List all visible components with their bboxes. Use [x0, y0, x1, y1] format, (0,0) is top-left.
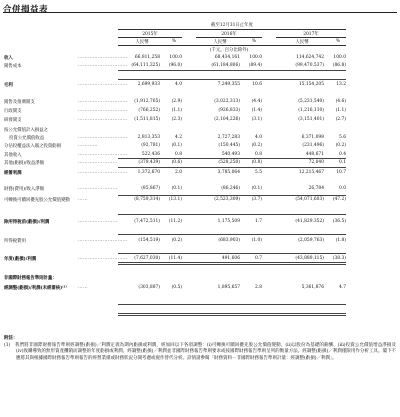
amount-cell: 2,813,353 — [137, 135, 160, 140]
amount-cell: (99,470,537) — [295, 63, 324, 68]
total-double-rule — [118, 313, 346, 316]
percent-cell: 2.0 — [175, 170, 182, 175]
subtotal-rule — [118, 158, 346, 159]
table-row — [0, 143, 400, 150]
percent-cell: 0.8 — [255, 152, 262, 157]
header-underline — [118, 45, 346, 46]
leader-dots: ………… — [78, 143, 98, 148]
row-label: 可轉換可贖回優先股公允價值變動 — [4, 198, 70, 203]
amount-cell: (54,071,603) — [295, 197, 324, 202]
row-label: 銷售成本 — [4, 64, 22, 69]
row-label: 行政開支 — [4, 109, 22, 114]
percent-cell: (0.2) — [251, 143, 262, 148]
percent-cell: 100.0 — [333, 55, 346, 60]
leader-dots: ………………………… — [78, 135, 128, 140]
percent-cell: 10.6 — [252, 82, 262, 87]
amount-cell: (150,445) — [218, 143, 240, 148]
amount-cell: (92,781) — [141, 143, 160, 148]
table-row — [0, 238, 400, 245]
percent-cell: (36.5) — [332, 219, 346, 224]
table-row — [0, 160, 400, 167]
year-header-2015: 2015年 — [142, 32, 158, 37]
amount-cell: (2,104,226) — [214, 117, 240, 122]
percent-cell: (0.1) — [171, 186, 182, 191]
row-label: 按公允價值計入損益之 — [4, 128, 48, 133]
table-row — [0, 275, 400, 282]
amount-cell: 12,215,467 — [298, 170, 324, 175]
percent-cell: (3.7) — [251, 197, 262, 202]
percent-cell: (0.2) — [335, 143, 346, 148]
percent-cell: 4.2 — [175, 135, 182, 140]
amount-cell: (766,252) — [138, 108, 160, 113]
subtotal-rule — [118, 195, 346, 196]
amount-cell: (2,523,309) — [214, 197, 240, 202]
table-row — [0, 197, 400, 204]
leader-dots: …… — [78, 285, 88, 290]
amount-cell: 72,040 — [308, 160, 324, 165]
amount-cell: 522,436 — [141, 152, 160, 157]
percent-cell: 13.2 — [336, 82, 346, 87]
percent-cell: 5.6 — [339, 135, 346, 140]
row-label: 所得稅費用 — [4, 239, 26, 244]
table-row — [0, 127, 400, 134]
percent-cell: (2.3) — [171, 117, 182, 122]
subtotal-rule — [118, 214, 346, 215]
footnotes — [4, 336, 396, 362]
table-row — [0, 135, 400, 142]
amount-cell: (41,829,352) — [295, 219, 324, 224]
row-label: 投資公允價值收益 — [9, 136, 45, 141]
amount-cell: 66,811,258 — [134, 55, 160, 60]
amount-cell: (303,887) — [138, 285, 160, 290]
leader-dots: ………………………… — [78, 99, 128, 104]
year-underline-2015 — [118, 37, 182, 38]
subtotal-rule — [118, 70, 346, 71]
percent-cell: (0.2) — [171, 238, 182, 243]
percent-cell: (86.8) — [332, 63, 346, 68]
percent-cell: (11.4) — [168, 256, 182, 261]
amount-cell: 26,784 — [308, 186, 324, 191]
amount-cell: 2,699,933 — [137, 82, 160, 87]
row-label: 除所得稅前(虧損)/利潤 — [4, 220, 50, 225]
percent-cell: (2.7) — [335, 117, 346, 122]
subtotal-rule — [118, 234, 346, 235]
subtotal-rule — [118, 79, 346, 80]
amount-cell: (43,889,115) — [295, 256, 324, 261]
percent-cell: (11.2) — [168, 219, 182, 224]
leader-dots: ………………………… — [78, 55, 128, 60]
amount-cell: (3,151,401) — [298, 117, 324, 122]
amount-cell: (154,519) — [138, 238, 160, 243]
percent-cell: (96.0) — [168, 63, 182, 68]
amount-cell: 2,727,283 — [217, 135, 240, 140]
amount-cell: (7,472,511) — [134, 219, 160, 224]
percent-cell: (1.0) — [251, 238, 262, 243]
percent-cell: 100.0 — [169, 55, 182, 60]
table-row — [0, 285, 400, 292]
amount-cell: 3,785,064 — [217, 170, 240, 175]
amount-cell: 491,606 — [221, 256, 240, 261]
percent-cell: 0.4 — [339, 152, 346, 157]
amount-cell: (3,022,313) — [214, 99, 240, 104]
amount-cell: 7,249,355 — [217, 82, 240, 87]
amount-cell: (683,903) — [218, 238, 240, 243]
table-row — [0, 186, 400, 193]
year-header-2017: 2017年 — [303, 32, 319, 37]
amount-cell: (1,511,815) — [134, 117, 160, 122]
row-label: 其他(虧損)/收益淨額 — [4, 161, 45, 166]
subtotal-rule — [118, 253, 346, 254]
percent-cell: (47.2) — [332, 197, 346, 202]
period-header: 截至12月31日止年度 — [211, 23, 253, 28]
percent-cell: (1.8) — [335, 238, 346, 243]
percent-cell: 4.7 — [339, 285, 346, 290]
amount-cell: (528,250) — [218, 160, 240, 165]
leader-dots: ………………………… — [78, 152, 128, 157]
row-label: 經調整(虧損)/利潤(未經審核)⁽¹⁾ — [4, 286, 67, 291]
amount-cell: 15,154,205 — [298, 82, 324, 87]
period-header-underline — [118, 29, 346, 30]
amount-header: 人民幣 — [213, 40, 227, 45]
percent-cell: 1.7 — [255, 219, 262, 224]
percent-cell: 4.0 — [255, 135, 262, 140]
row-label: 年度(虧損)/利潤 — [4, 257, 37, 262]
amount-cell: (61,184,806) — [211, 63, 240, 68]
amount-cell: 5,361,876 — [301, 285, 324, 290]
percent-cell: (1.4) — [251, 108, 262, 113]
amount-cell: 114,624,742 — [296, 55, 324, 60]
row-label: 毛利 — [4, 83, 13, 88]
row-label: 財務(費用)/收入淨額 — [4, 187, 45, 192]
amount-cell: (231,496) — [302, 143, 324, 148]
amount-cell: 6,371,098 — [301, 135, 324, 140]
amount-cell: 1,372,670 — [137, 170, 160, 175]
year-underline-2017 — [276, 37, 346, 38]
percent-cell: 0.0 — [339, 186, 346, 191]
percent-cell: (3.1) — [251, 117, 262, 122]
percent-cell: (0.1) — [251, 186, 262, 191]
percent-cell: (38.3) — [332, 256, 346, 261]
amount-cell: (379,439) — [138, 160, 160, 165]
notes-heading: 附註： — [4, 336, 18, 341]
pct-header: % — [171, 39, 177, 44]
amount-cell: (926,833) — [218, 108, 240, 113]
amount-cell: (2,059,763) — [298, 238, 324, 243]
year-header-2016: 2016年 — [221, 32, 237, 37]
leader-dots: ………………………… — [78, 256, 128, 261]
amount-cell: (64,111,325) — [131, 63, 160, 68]
table-row — [0, 170, 400, 177]
percent-cell: 2.8 — [255, 285, 262, 290]
percent-cell: 0.8 — [175, 152, 182, 157]
pct-header: % — [335, 39, 341, 44]
amount-cell: 540,493 — [221, 152, 240, 157]
amount-cell: (8,759,314) — [134, 197, 160, 202]
leader-dots: …………………… — [78, 219, 118, 224]
unit-note: (千元，百分比除外) — [209, 48, 249, 53]
amount-header: 人民幣 — [295, 40, 309, 45]
amount-cell: (85,867) — [141, 186, 160, 191]
amount-cell: (86,246) — [221, 186, 240, 191]
row-label: 研發開支 — [4, 118, 22, 123]
leader-dots: …………………… — [78, 160, 118, 165]
row-label: 收入 — [4, 56, 13, 61]
amount-cell: (1,216,110) — [298, 108, 324, 113]
percent-cell: (0.6) — [171, 160, 182, 165]
percent-cell: (0.5) — [171, 285, 182, 290]
amount-cell: 1,175,509 — [217, 219, 240, 224]
row-label: 銷售及推廣開支 — [4, 100, 35, 105]
percent-cell: 100.0 — [249, 55, 262, 60]
percent-cell: 0.7 — [255, 256, 262, 261]
amount-cell: (7,627,030) — [134, 256, 160, 261]
table-row — [0, 99, 400, 106]
table-row — [0, 108, 400, 115]
leader-dots: ………………………… — [78, 117, 128, 122]
percent-cell: (1.1) — [335, 108, 346, 113]
table-row — [0, 117, 400, 124]
amount-cell: 68,434,161 — [214, 55, 240, 60]
table-row — [0, 63, 400, 70]
percent-cell: 10.7 — [336, 170, 346, 175]
subtotal-rule — [118, 304, 346, 305]
row-label: 非國際財務報告準則計量： — [4, 276, 57, 281]
total-double-rule — [118, 262, 346, 265]
leader-dots: …… — [78, 197, 88, 202]
table-row — [0, 82, 400, 89]
amount-cell: 1,895,657 — [217, 285, 240, 290]
percent-cell: (1.1) — [171, 108, 182, 113]
percent-cell: 0.1 — [339, 160, 346, 165]
pct-header: % — [251, 39, 257, 44]
leader-dots: ………………………… — [78, 108, 128, 113]
percent-cell: 5.5 — [255, 170, 262, 175]
row-label: 其他收入 — [4, 153, 22, 158]
note-1: (1) 我們將非國際財務報告準則經調整(虧損)／利潤定義為期內虧損或利潤，經加回以下各項調整：(i)可轉換可贖回優先股公允價值變動、(ii)以股份為基礎的薪酬、(iii)投資公允價值增益淨損及(iv)收購導致的無形資產攤銷而調整的年度虧損或利潤。經調整(虧損)／利潤並非國際財務報告準則要求或按國際財務報告準則呈列的衡量方法。經調整(虧損)／利潤僅限用作分析工具。閣下不應將其與根據國際財務報告準則報告的經營業績或財務狀況分開考慮或視作替代分析。詳情請參閱「財務資料－非國際財務報告準則計量：經調整(虧損)／利潤」。 — [4, 342, 396, 361]
table-row — [0, 55, 400, 62]
title-divider — [3, 12, 397, 13]
row-label: 經營利潤 — [4, 171, 22, 176]
leader-dots: ………………………… — [78, 82, 128, 87]
row-label: 分佔投權益法入賬之投資虧損 — [4, 144, 62, 149]
percent-cell: (4.6) — [335, 99, 346, 104]
percent-cell: (0.1) — [171, 143, 182, 148]
subtotal-rule — [118, 167, 346, 168]
table-row — [0, 219, 400, 226]
page-title: 合併損益表 — [3, 5, 49, 15]
percent-cell: (2.9) — [171, 99, 182, 104]
leader-dots: ………………………… — [78, 170, 128, 175]
percent-cell: (89.4) — [248, 63, 262, 68]
percent-cell: (4.4) — [251, 99, 262, 104]
amount-cell: (1,912,765) — [134, 99, 160, 104]
leader-dots: …………………… — [78, 186, 118, 191]
leader-dots: ………………………… — [78, 63, 128, 68]
leader-dots: ………………………… — [78, 238, 128, 243]
amount-cell: 448,671 — [305, 152, 324, 157]
amount-cell: (5,231,540) — [298, 99, 324, 104]
percent-cell: 4.0 — [175, 82, 182, 87]
percent-cell: (13.1) — [168, 197, 182, 202]
year-underline-2016 — [196, 37, 262, 38]
amount-header: 人民幣 — [135, 40, 149, 45]
percent-cell: (0.8) — [251, 160, 262, 165]
